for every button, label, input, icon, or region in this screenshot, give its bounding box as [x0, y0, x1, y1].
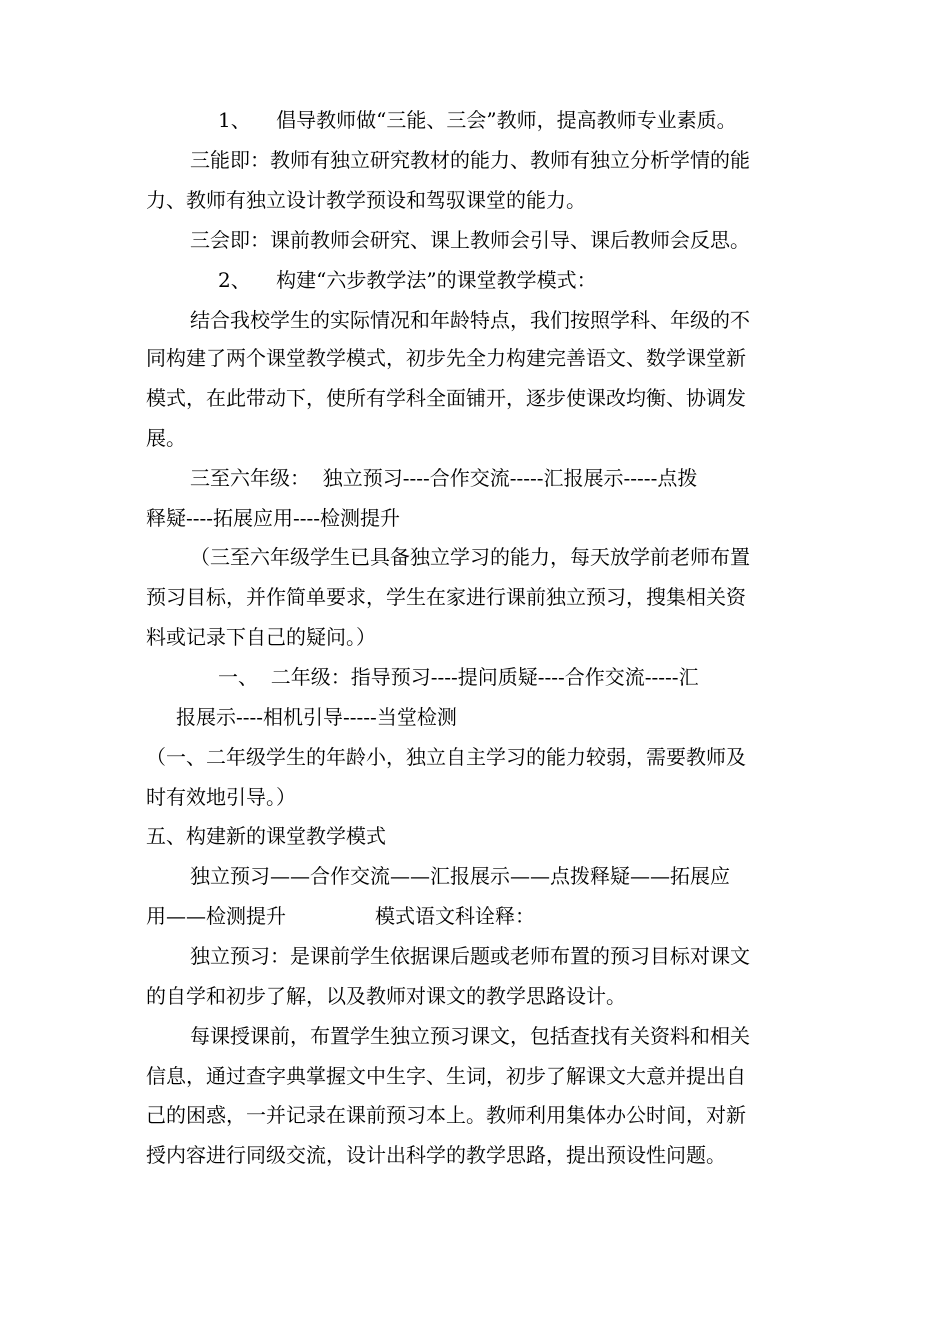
text-line-23: 的自学和初步了解，以及教师对课文的教学思路设计。: [146, 984, 626, 1008]
text-line-4: 三会即：课前教师会研究、课上教师会引导、课后教师会反思。: [190, 228, 750, 252]
text-line-6: 结合我校学生的实际情况和年龄特点，我们按照学科、年级的不: [190, 308, 750, 332]
text-line-3: 力、教师有独立设计教学预设和驾驭课堂的能力。: [146, 188, 586, 212]
text-line-16: 报展示----相机引导-----当堂检测: [176, 705, 457, 729]
text-line-8: 模式，在此带动下，使所有学科全面铺开，逐步使课改均衡、协调发: [146, 386, 746, 410]
text-line-5: 2、 构建“六步教学法”的课堂教学模式：: [218, 268, 597, 292]
text-line-9: 展。: [146, 426, 186, 450]
text-line-18: 时有效地引导。）: [146, 785, 296, 809]
section-heading: 五、构建新的课堂教学模式: [146, 824, 386, 848]
text-line-7: 同构建了两个课堂教学模式，初步先全力构建完善语文、数学课堂新: [146, 346, 746, 370]
text-line-11: 释疑----拓展应用----检测提升: [146, 506, 401, 530]
text-line-21: 用——检测提升 模式语文科诠释：: [146, 904, 536, 928]
text-line-12: （三至六年级学生已具备独立学习的能力，每天放学前老师布置: [190, 545, 750, 569]
text-line-2: 三能即：教师有独立研究教材的能力、教师有独立分析学情的能: [190, 148, 750, 172]
text-line-22: 独立预习：是课前学生依据课后题或老师布置的预习目标对课文: [190, 944, 750, 968]
text-line-24: 每课授课前，布置学生独立预习课文，包括查找有关资料和相关: [190, 1024, 750, 1048]
text-line-25: 信息，通过查字典掌握文中生字、生词，初步了解课文大意并提出自: [146, 1064, 746, 1088]
text-line-26: 己的困惑，一并记录在课前预习本上。教师利用集体办公时间，对新: [146, 1103, 746, 1127]
text-line-20: 独立预习——合作交流——汇报展示——点拨释疑——拓展应: [190, 864, 730, 888]
text-line-17: （一、二年级学生的年龄小，独立自主学习的能力较弱，需要教师及: [146, 745, 746, 769]
text-line-27: 授内容进行同级交流，设计出科学的教学思路，提出预设性问题。: [146, 1143, 726, 1167]
text-line-10: 三至六年级： 独立预习----合作交流-----汇报展示-----点拨: [190, 466, 698, 490]
text-line-13: 预习目标，并作简单要求，学生在家进行课前独立预习，搜集相关资: [146, 585, 746, 609]
text-line-14: 料或记录下自己的疑问。）: [146, 625, 376, 649]
text-line-1: 1、 倡导教师做“三能、三会”教师，提高教师专业素质。: [218, 108, 737, 132]
text-line-15: 一、 二年级：指导预习----提问质疑----合作交流-----汇: [218, 665, 699, 689]
